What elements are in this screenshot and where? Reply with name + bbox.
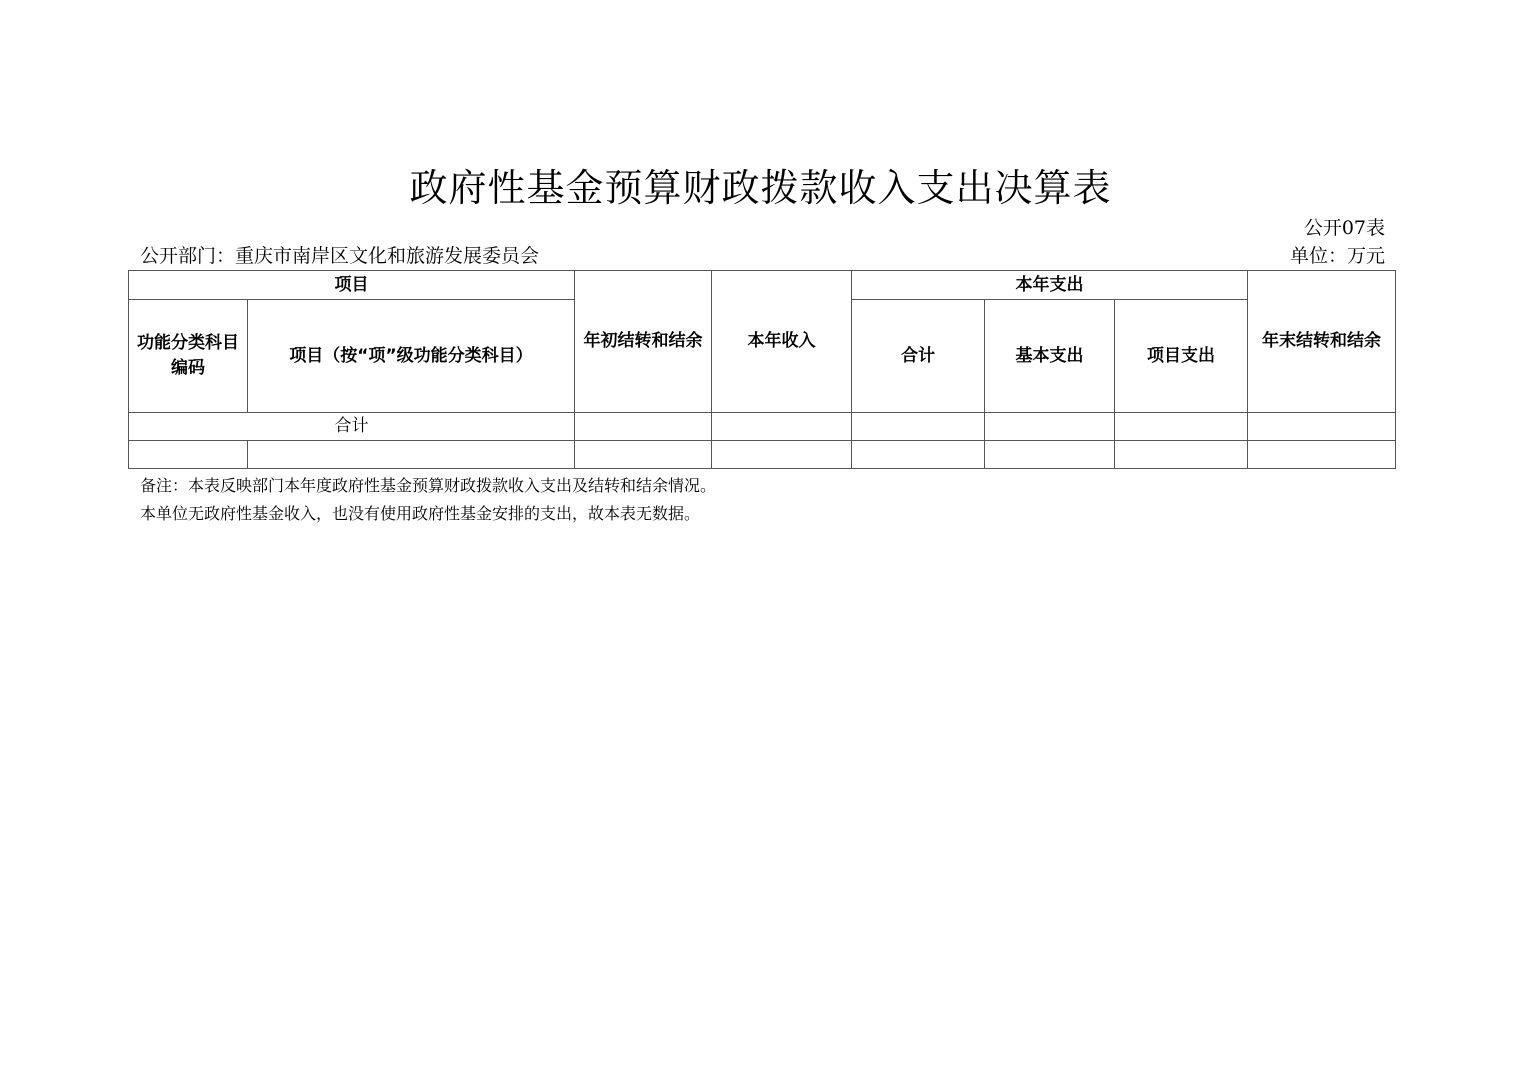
table-cell — [1248, 441, 1396, 469]
department-label: 公开部门：重庆市南岸区文化和旅游发展委员会 — [140, 245, 540, 267]
table-cell — [712, 441, 852, 469]
header-end-balance: 年末结转和结余 — [1248, 271, 1396, 413]
header-income: 本年收入 — [712, 271, 852, 413]
header-begin-balance: 年初结转和结余 — [575, 271, 712, 413]
table-cell — [985, 413, 1115, 441]
budget-table — [128, 270, 1396, 469]
unit-label: 单位：万元 — [1289, 245, 1385, 267]
header-project-item: 项目（按“项”级功能分类科目） — [248, 300, 575, 413]
header-project: 项目 — [129, 271, 575, 300]
table-cell — [1248, 413, 1396, 441]
table-cell — [129, 441, 248, 469]
table-cell — [852, 413, 985, 441]
table-cell — [575, 441, 712, 469]
table-row-total — [129, 413, 1396, 441]
note-line-1: 备注：本表反映部门本年度政府性基金预算财政拨款收入支出及结转和结余情况。 — [140, 476, 717, 495]
table-cell — [1115, 413, 1248, 441]
table-cell — [852, 441, 985, 469]
table-cell — [985, 441, 1115, 469]
total-row-label: 合计 — [129, 413, 575, 441]
table-row — [129, 441, 1396, 469]
header-expenditure: 本年支出 — [852, 271, 1248, 300]
table-cell — [575, 413, 712, 441]
table-cell — [248, 441, 575, 469]
header-basic: 基本支出 — [985, 300, 1115, 413]
table-number: 公开07表 — [1303, 217, 1385, 239]
table-cell — [712, 413, 852, 441]
table-cell — [1115, 441, 1248, 469]
header-project-exp: 项目支出 — [1115, 300, 1248, 413]
header-function-code: 功能分类科目编码 — [129, 300, 248, 413]
page-title: 政府性基金预算财政拨款收入支出决算表 — [409, 166, 1112, 210]
note-line-2: 本单位无政府性基金收入，也没有使用政府性基金安排的支出，故本表无数据。 — [140, 504, 701, 523]
header-total: 合计 — [852, 300, 985, 413]
